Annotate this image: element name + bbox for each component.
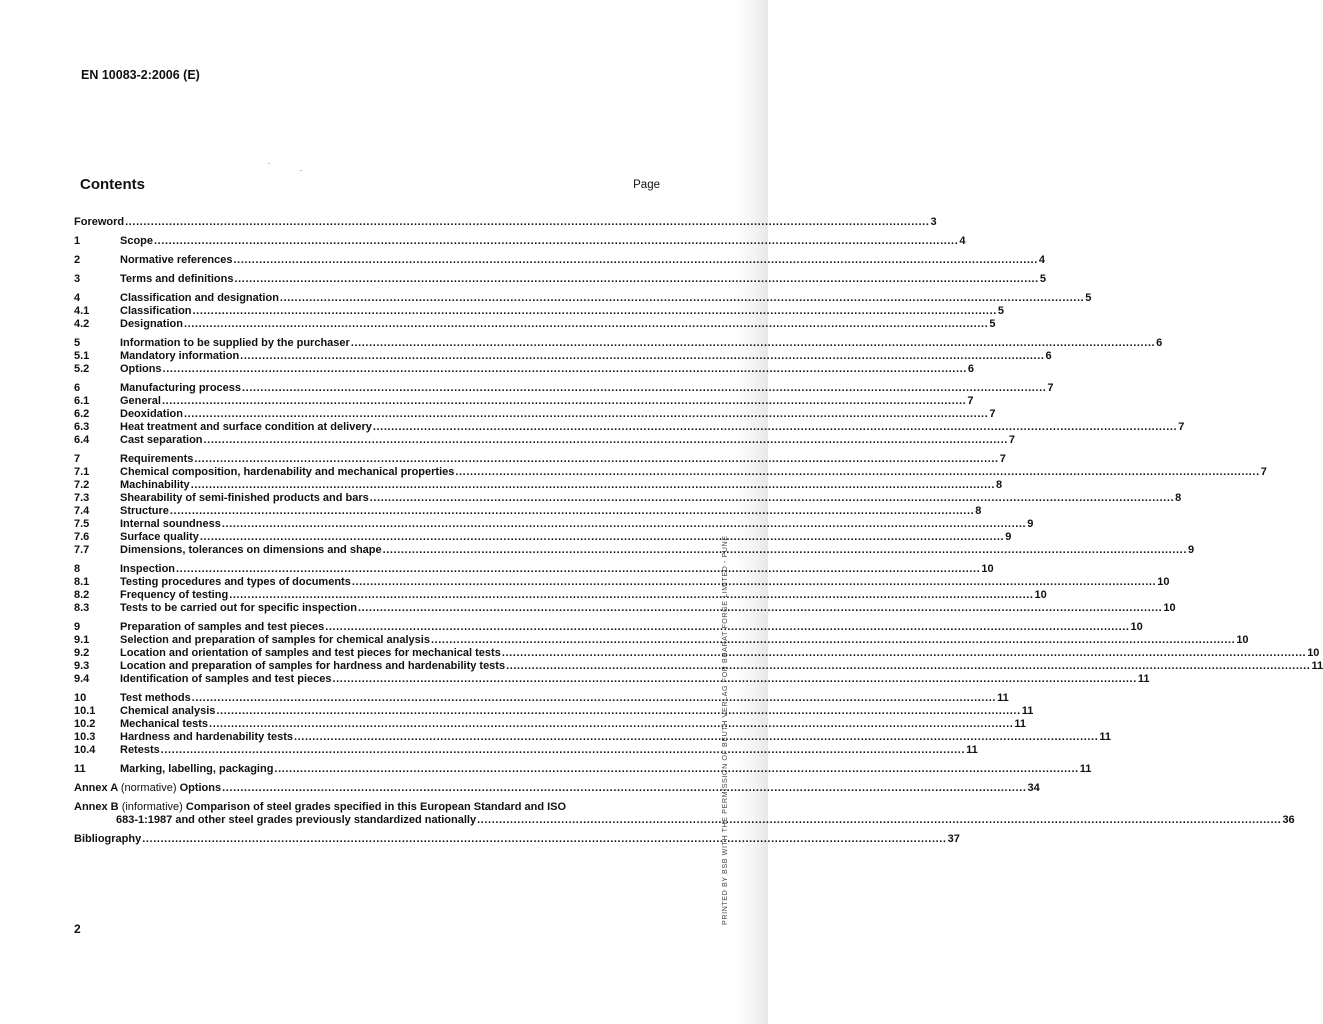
dot-leader: ............................................................................................................................................................................................................................	[183, 408, 989, 420]
scan-speck	[268, 163, 270, 164]
toc-entry-title: Test methods	[120, 692, 191, 704]
toc-entry[interactable]	[74, 731, 1111, 744]
dot-leader: ............................................................................................................................................................................................................................	[350, 337, 1156, 349]
toc-entry[interactable]	[74, 466, 1267, 479]
toc-entry-number: 6.3	[74, 421, 90, 433]
toc-entry-page: 11	[1099, 731, 1111, 743]
toc-entry-title: Chemical analysis	[120, 705, 216, 717]
toc-entry-number: 2	[74, 254, 81, 266]
annex-b-title-line1: Comparison of steel grades specified in this European Standard and ISO	[185, 801, 567, 813]
toc-entry[interactable]	[74, 292, 1092, 305]
toc-entry-number: 6.4	[74, 434, 90, 446]
dot-leader: ............................................................................................................................................................................................................................	[203, 434, 1008, 446]
toc-entry-title: Classification	[120, 305, 192, 317]
toc-entry-number: 6.1	[74, 395, 90, 407]
toc-entry-title: Chemical composition, hardenability and mechanical properties	[120, 466, 455, 478]
toc-entry[interactable]	[74, 337, 1163, 350]
dot-leader: ............................................................................................................................................................................................................................	[506, 660, 1311, 672]
toc-entry-title: Information to be supplied by the purchaser	[120, 337, 350, 349]
toc-entry-page: 8	[975, 505, 982, 517]
dot-leader: ............................................................................................................................................................................................................................	[209, 718, 1014, 730]
toc-entry[interactable]	[74, 634, 1249, 647]
toc-entry-page: 5	[1039, 273, 1046, 285]
dot-leader: ............................................................................................................................................................................................................................	[351, 576, 1157, 588]
toc-entry[interactable]	[74, 563, 994, 576]
toc-entry-number: 7.6	[74, 531, 90, 543]
toc-entry-title: Tests to be carried out for specific inspection	[120, 602, 357, 614]
dot-leader: ............................................................................................................................................................................................................................	[154, 235, 959, 247]
toc-entry[interactable]	[74, 531, 1012, 544]
toc-entry[interactable]	[74, 318, 996, 331]
toc-entry-title: Machinability	[120, 479, 190, 491]
toc-entry[interactable]	[74, 254, 1045, 267]
dot-leader: ............................................................................................................................................................................................................................	[279, 292, 1085, 304]
toc-entry[interactable]	[74, 705, 1034, 718]
toc-entry-number: 9	[74, 621, 81, 633]
toc-entry-number: 8.1	[74, 576, 90, 588]
dot-leader: ............................................................................................................................................................................................................................	[455, 466, 1260, 478]
toc-entry-title: Heat treatment and surface condition at delivery	[120, 421, 372, 433]
toc-entry-page: 7	[1047, 382, 1054, 394]
dot-leader: ............................................................................................................................................................................................................................	[382, 544, 1187, 556]
toc-entry[interactable]	[74, 421, 1185, 434]
toc-entry-title: Selection and preparation of samples for chemical analysis	[120, 634, 430, 646]
toc-entry-title: Cast separation	[120, 434, 203, 446]
toc-entry-page: 11	[966, 744, 978, 756]
dot-leader: ............................................................................................................................................................................................................................	[216, 705, 1021, 717]
toc-entry-page: 10	[1034, 589, 1047, 601]
toc-entry-number: 9.4	[74, 673, 90, 685]
toc-entry[interactable]	[74, 505, 982, 518]
toc-entry-number: 8	[74, 563, 81, 575]
dot-leader: ............................................................................................................................................................................................................................	[369, 492, 1175, 504]
toc-entry[interactable]	[74, 647, 1320, 660]
toc-entry-title: Terms and definitions	[120, 273, 234, 285]
toc-entry-page: 7	[989, 408, 996, 420]
toc-entry-page: 11	[1137, 673, 1150, 685]
toc-entry-title: Hardness and hardenability tests	[120, 731, 293, 743]
toc-entry-page: 8	[996, 479, 1003, 491]
toc-entry-page: 7	[967, 395, 974, 407]
toc-entry[interactable]	[74, 434, 1016, 447]
toc-entry-page: 7	[1008, 434, 1016, 446]
dot-leader: ............................................................................................................................................................................................................................	[357, 602, 1163, 614]
dot-leader: ............................................................................................................................................................................................................................	[162, 363, 967, 375]
dot-leader: ............................................................................................................................................................................................................................	[125, 216, 930, 228]
toc-entry[interactable]	[74, 673, 1150, 686]
dot-leader: ............................................................................................................................................................................................................................	[169, 505, 975, 517]
annex-b-label: Annex B	[74, 801, 119, 813]
toc-entry-number: 5.2	[74, 363, 90, 375]
dot-leader: ............................................................................................................................................................................................................................	[501, 647, 1307, 659]
toc-entry-number: 7	[74, 453, 81, 465]
toc-entry-page: 4	[959, 235, 966, 247]
toc-entry-page: 7	[999, 453, 1006, 465]
toc-entry-page: 5	[989, 318, 996, 330]
toc-entry-number: 6.2	[74, 408, 90, 420]
toc-entry-title: Retests	[120, 744, 160, 756]
toc-entry-title: Manufacturing process	[120, 382, 242, 394]
toc-entry-page: 9	[1187, 544, 1195, 556]
toc-entry[interactable]	[74, 235, 966, 248]
page-column-header: Page	[633, 179, 660, 191]
toc-entry-title: Location and preparation of samples for hardness and hardenability tests	[120, 660, 506, 672]
toc-entry-number: 6	[74, 382, 81, 394]
dot-leader: ............................................................................................................................................................................................................................	[199, 531, 1005, 543]
toc-entry[interactable]	[74, 305, 1005, 318]
toc-entry-bibliography[interactable]	[74, 833, 960, 846]
toc-entry-number: 10.1	[74, 705, 96, 717]
toc-entry-number: 11	[74, 763, 86, 775]
toc-entry-title: Testing procedures and types of documents	[120, 576, 351, 588]
toc-entry-number: 3	[74, 273, 81, 285]
toc-entry-page: 5	[997, 305, 1005, 317]
toc-entry-page: 9	[1005, 531, 1012, 543]
toc-entry[interactable]	[74, 216, 937, 229]
toc-entry[interactable]	[74, 660, 1323, 673]
toc-entry-annex-b[interactable]	[74, 801, 658, 814]
toc-entry-title: Deoxidation	[120, 408, 183, 420]
dot-leader: ............................................................................................................................................................................................................................	[430, 634, 1236, 646]
bibliography-title: Bibliography	[74, 833, 142, 845]
toc-entry-number: 7.1	[74, 466, 90, 478]
toc-entry-title: Location and orientation of samples and test pieces for mechanical tests	[120, 647, 501, 659]
dot-leader: ............................................................................................................................................................................................................................	[233, 254, 1038, 266]
toc-entry-page: 8	[1175, 492, 1182, 504]
toc-entry-number: 4.1	[74, 305, 90, 317]
toc-entry[interactable]	[74, 589, 1047, 602]
toc-entry-title: Preparation of samples and test pieces	[120, 621, 325, 633]
toc-entry-title: Designation	[120, 318, 183, 330]
toc-entry-number: 10.3	[74, 731, 96, 743]
toc-entry[interactable]	[74, 718, 1027, 731]
dot-leader: ............................................................................................................................................................................................................................	[161, 395, 967, 407]
dot-leader: ............................................................................................................................................................................................................................	[183, 318, 989, 330]
toc-entry-title: Requirements	[120, 453, 194, 465]
toc-entry-title: Shearability of semi-finished products and bars	[120, 492, 369, 504]
annex-a-title: Options	[179, 782, 222, 794]
toc-entry-title: Surface quality	[120, 531, 199, 543]
page-number: 2	[74, 922, 81, 936]
toc-entry-number: 10	[74, 692, 87, 704]
toc-entry-number: 7.7	[74, 544, 90, 556]
toc-entry-annex-b-continuation[interactable]	[74, 814, 1295, 827]
toc-entry[interactable]	[74, 692, 1009, 705]
toc-entry-title: Normative references	[120, 254, 233, 266]
toc-entry-title: Mechanical tests	[120, 718, 209, 730]
dot-leader: ............................................................................................................................................................................................................................	[325, 621, 1130, 633]
toc-entry-page: 10	[1307, 647, 1320, 659]
print-permission-stamp: PRINTED BY BSB WITH THE PERMISSION OF BEUTH VERLAG FOR BHARAT FORGE LIMITED - PUNE	[720, 535, 729, 925]
toc-entry-page: 11	[1079, 763, 1092, 775]
toc-entry-page: 10	[1157, 576, 1170, 588]
toc-entry-title: Options	[120, 363, 162, 375]
toc-entry-number: 4.2	[74, 318, 90, 330]
toc-entry-page: 10	[1163, 602, 1176, 614]
toc-entry-page: 6	[1156, 337, 1163, 349]
dot-leader: ............................................................................................................................................................................................................................	[372, 421, 1178, 433]
toc-entry[interactable]	[74, 492, 1182, 505]
toc-entry[interactable]	[74, 763, 1092, 776]
toc-entry-page: 3	[930, 216, 937, 228]
dot-leader: ............................................................................................................................................................................................................................	[194, 453, 999, 465]
dot-leader: ............................................................................................................................................................................................................................	[191, 692, 997, 704]
toc-entry-page: 11	[997, 692, 1009, 704]
toc-entry-number: 8.2	[74, 589, 90, 601]
toc-entry-page: 10	[1236, 634, 1249, 646]
toc-entry-page: 6	[967, 363, 975, 375]
dot-leader: ............................................................................................................................................................................................................................	[234, 273, 1039, 285]
toc-entry[interactable]	[74, 350, 1052, 363]
dot-leader: ............................................................................................................................................................................................................................	[192, 305, 997, 317]
dot-leader: ............................................................................................................................................................................................................................	[242, 382, 1047, 394]
toc-entry-number: 10.2	[74, 718, 96, 730]
toc-entry-page: 6	[1045, 350, 1052, 362]
toc-entry[interactable]	[74, 602, 1176, 615]
toc-entry[interactable]	[74, 576, 1170, 589]
toc-entry-page: 4	[1038, 254, 1045, 266]
bibliography-page: 37	[947, 833, 960, 845]
toc-entry-page: 11	[1021, 705, 1034, 717]
toc-entry-number: 9.2	[74, 647, 90, 659]
toc-entry-title: Mandatory information	[120, 350, 240, 362]
toc-entry-page: 10	[1130, 621, 1143, 633]
toc-entry-title: Inspection	[120, 563, 176, 575]
toc-entry[interactable]	[74, 479, 1003, 492]
dot-leader: ............................................................................................................................................................................................................................	[142, 833, 947, 845]
toc-entry-title: Scope	[120, 235, 154, 247]
toc-entry-number: 5	[74, 337, 81, 349]
toc-entry-title: Marking, labelling, packaging	[120, 763, 274, 775]
toc-entry-number: 1	[74, 235, 81, 247]
toc-entry[interactable]	[74, 395, 974, 408]
toc-entry-number: 4	[74, 292, 81, 304]
dot-leader: ............................................................................................................................................................................................................................	[190, 479, 996, 491]
toc-entry-number: 7.5	[74, 518, 90, 530]
toc-entry[interactable]	[74, 363, 975, 376]
toc-entry[interactable]	[74, 621, 1143, 634]
annex-a-label: Annex A	[74, 782, 118, 794]
dot-leader: ............................................................................................................................................................................................................................	[222, 782, 1027, 794]
dot-leader: ............................................................................................................................................................................................................................	[274, 763, 1079, 775]
toc-entry[interactable]	[74, 408, 996, 421]
annex-a-qualifier: (normative)	[120, 782, 177, 794]
annex-b-qualifier: (informative)	[121, 801, 183, 813]
toc-entry-page: 7	[1178, 421, 1185, 433]
toc-entry-number: 7.2	[74, 479, 90, 491]
toc-entry-page: 9	[1027, 518, 1034, 530]
toc-entry-title: Identification of samples and test pieces	[120, 673, 332, 685]
toc-entry-number: 9.3	[74, 660, 90, 672]
toc-entry-page: 7	[1260, 466, 1267, 478]
toc-entry-title: Structure	[120, 505, 169, 517]
toc-entry[interactable]	[74, 544, 1195, 557]
toc-entry[interactable]	[74, 518, 1034, 531]
toc-entry-page: 11	[1014, 718, 1027, 730]
dot-leader: ............................................................................................................................................................................................................................	[477, 814, 1282, 826]
annex-b-title-line2: 683-1:1987 and other steel grades previously standardized nationally	[116, 814, 477, 826]
dot-leader: ............................................................................................................................................................................................................................	[240, 350, 1045, 362]
toc-entry-title: Frequency of testing	[120, 589, 229, 601]
dot-leader: ............................................................................................................................................................................................................................	[229, 589, 1034, 601]
scan-speck	[300, 170, 302, 171]
dot-leader: ............................................................................................................................................................................................................................	[221, 518, 1027, 530]
toc-entry[interactable]	[74, 453, 1006, 466]
toc-entry-title: Foreword	[74, 216, 125, 228]
toc-entry-title: Internal soundness	[120, 518, 221, 530]
annex-a-page: 34	[1027, 782, 1040, 794]
contents-heading: Contents	[80, 176, 145, 193]
toc-entry-number: 7.3	[74, 492, 90, 504]
toc-entry-title: General	[120, 395, 161, 407]
toc-entry-number: 10.4	[74, 744, 96, 756]
toc-entry-number: 7.4	[74, 505, 90, 517]
toc-entry-page: 5	[1085, 292, 1092, 304]
toc-entry-page: 11	[1311, 660, 1323, 672]
toc-entry[interactable]	[74, 382, 1054, 395]
document-id: EN 10083-2:2006 (E)	[81, 68, 200, 82]
toc-entry-number: 5.1	[74, 350, 90, 362]
toc-entry-number: 9.1	[74, 634, 90, 646]
toc-entry-title: Dimensions, tolerances on dimensions and shape	[120, 544, 382, 556]
toc-entry-annex-a[interactable]	[74, 782, 1040, 795]
toc-entry-page: 10	[981, 563, 994, 575]
toc-entry[interactable]	[74, 273, 1046, 286]
dot-leader: ............................................................................................................................................................................................................................	[176, 563, 981, 575]
dot-leader: ............................................................................................................................................................................................................................	[160, 744, 966, 756]
annex-b-page: 36	[1282, 814, 1295, 826]
dot-leader: ............................................................................................................................................................................................................................	[294, 731, 1099, 743]
dot-leader: ............................................................................................................................................................................................................................	[332, 673, 1137, 685]
toc-entry-number: 8.3	[74, 602, 90, 614]
toc-entry[interactable]	[74, 744, 978, 757]
toc-entry-title: Classification and designation	[120, 292, 279, 304]
